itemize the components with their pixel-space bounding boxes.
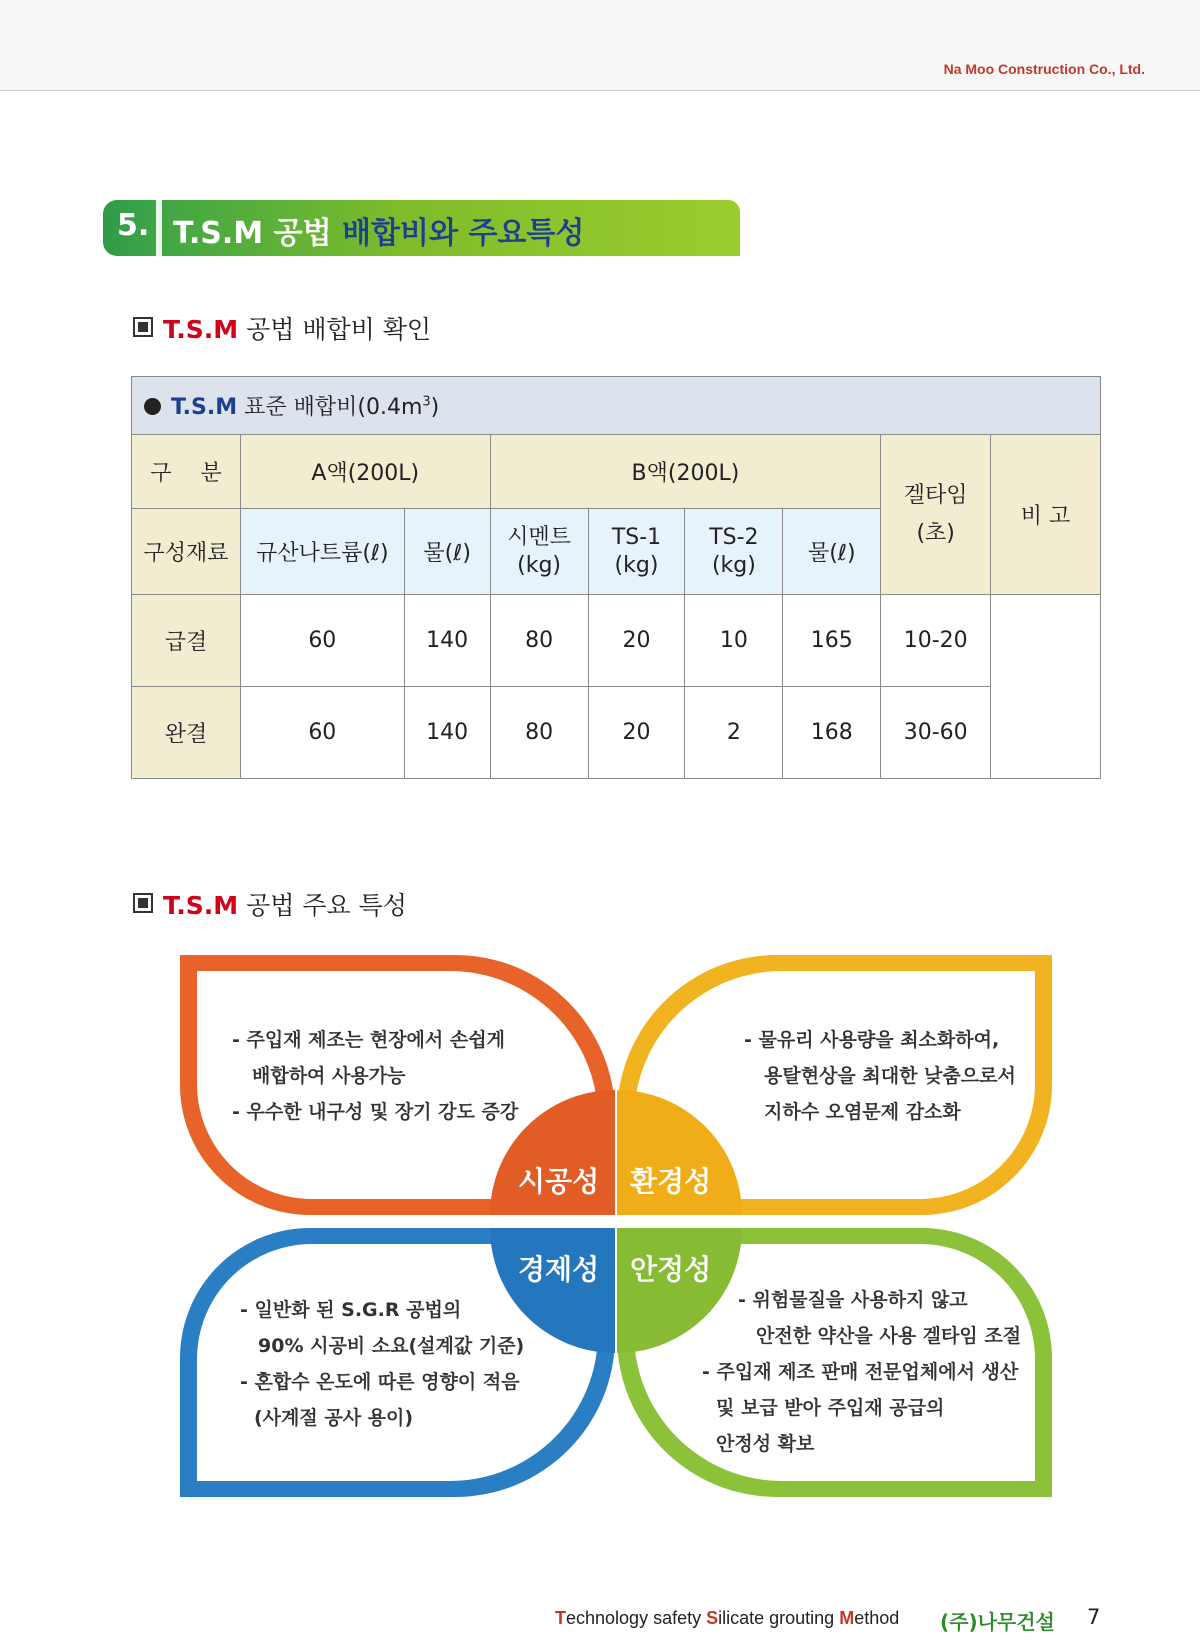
header-material: 구성재료 — [132, 509, 241, 595]
environment-line-3: 지하수 오염문제 감소화 — [764, 1101, 961, 1123]
header-a-liquid: A액(200L) — [240, 435, 490, 509]
label-environment: 환경성 — [630, 1165, 712, 1198]
section-title-part2: 배합비와 주요특성 — [342, 216, 585, 251]
cell-water-a: 140 — [404, 595, 490, 687]
footer-method-name — [555, 1608, 899, 1629]
cell-water-b: 165 — [783, 595, 881, 687]
economy-line-4: (사계절 공사 용이) — [254, 1407, 414, 1429]
header-note: 비 고 — [991, 435, 1101, 595]
label-economy: 경제성 — [518, 1253, 600, 1286]
stability-line-5: 안정성 확보 — [716, 1433, 815, 1455]
stability-line-3: - 주입재 제조 판매 전문업체에서 생산 — [702, 1361, 1019, 1383]
cell-ts1: 20 — [588, 595, 685, 687]
header-cement-label: 시멘트 — [507, 524, 571, 550]
subheading-text: 공법 배합비 확인 — [246, 315, 432, 344]
table-caption-end: ) — [430, 395, 440, 420]
section-number: 5. — [117, 208, 150, 243]
cell-sodium-silicate: 60 — [240, 687, 404, 779]
subheading-prefix: T.S.M — [163, 315, 239, 344]
header-ts2-label: TS-2 — [709, 524, 759, 550]
table-caption-text: 표준 배합비(0.4m — [244, 395, 423, 420]
row-name: 급결 — [132, 595, 241, 687]
footer-initial-t: T — [555, 1608, 566, 1628]
stability-line-1: - 위험물질을 사용하지 않고 — [738, 1289, 968, 1311]
footer-initial-s: S — [706, 1608, 719, 1628]
footer-text-2: ilicate grouting — [718, 1608, 840, 1628]
header-sodium-silicate: 규산나트륨(ℓ) — [240, 509, 404, 595]
stability-line-2: 안전한 약산을 사용 겔타임 조절 — [756, 1325, 1022, 1347]
cell-cement: 80 — [490, 595, 588, 687]
header-ts1-label: TS-1 — [611, 524, 662, 550]
label-stability: 안정성 — [630, 1253, 712, 1286]
subheading-text: 공법 주요 특성 — [246, 891, 407, 920]
cell-ts2: 2 — [685, 687, 783, 779]
construct-line-3: - 우수한 내구성 및 장기 강도 증강 — [232, 1101, 519, 1123]
header-gubun: 구 분 — [132, 435, 241, 509]
economy-line-3: - 혼합수 온도에 따른 영향이 적음 — [240, 1371, 520, 1393]
economy-line-1: - 일반화 된 S.G.R 공법의 — [240, 1299, 462, 1321]
header-b-liquid: B액(200L) — [490, 435, 881, 509]
footer-initial-m: M — [839, 1608, 855, 1628]
cell-sodium-silicate: 60 — [240, 595, 404, 687]
company-name: Na Moo Construction Co., Ltd. — [943, 61, 1145, 77]
label-construct: 시공성 — [518, 1165, 600, 1198]
header-gel-time-unit: (초) — [916, 520, 955, 546]
footer-text-3: ethod — [854, 1608, 900, 1628]
stability-line-4: 및 보급 받아 주입재 공급의 — [716, 1397, 945, 1419]
cell-cement: 80 — [490, 687, 588, 779]
construct-line-1: - 주입재 제조는 현장에서 손쉽게 — [232, 1029, 505, 1051]
footer-text-1: echnology safety — [566, 1608, 707, 1628]
cell-water-a: 140 — [404, 687, 490, 779]
construct-line-2: 배합하여 사용가능 — [252, 1065, 406, 1087]
cell-gel-time: 30-60 — [881, 687, 991, 779]
header-water-a: 물(ℓ) — [404, 509, 490, 595]
cell-water-b: 168 — [783, 687, 881, 779]
cell-ts1: 20 — [588, 687, 685, 779]
cell-ts2: 10 — [685, 595, 783, 687]
header-cement-unit: (kg) — [517, 552, 562, 578]
table-caption-prefix: T.S.M — [171, 395, 238, 420]
header-water-b: 물(ℓ) — [783, 509, 881, 595]
header-gel-time-label: 겔타임 — [903, 482, 968, 508]
section-title-part1: T.S.M 공법 — [173, 216, 332, 251]
environment-line-2: 용탈현상을 최대한 낮춤으로서 — [764, 1065, 1016, 1087]
environment-line-1: - 물유리 사용량을 최소화하여, — [744, 1029, 1000, 1051]
table-caption-sup: 3 — [422, 394, 431, 410]
cell-gel-time: 10-20 — [881, 595, 991, 687]
header-ts1-unit: (kg) — [614, 552, 659, 578]
page-number: 7 — [1087, 1605, 1101, 1629]
header-ts2-unit: (kg) — [711, 552, 756, 578]
economy-line-2: 90% 시공비 소요(설계값 기준) — [258, 1335, 525, 1357]
subheading-prefix: T.S.M — [163, 891, 239, 920]
row-name: 완결 — [132, 687, 241, 779]
footer-brand: (주)나무건설 — [940, 1610, 1055, 1634]
